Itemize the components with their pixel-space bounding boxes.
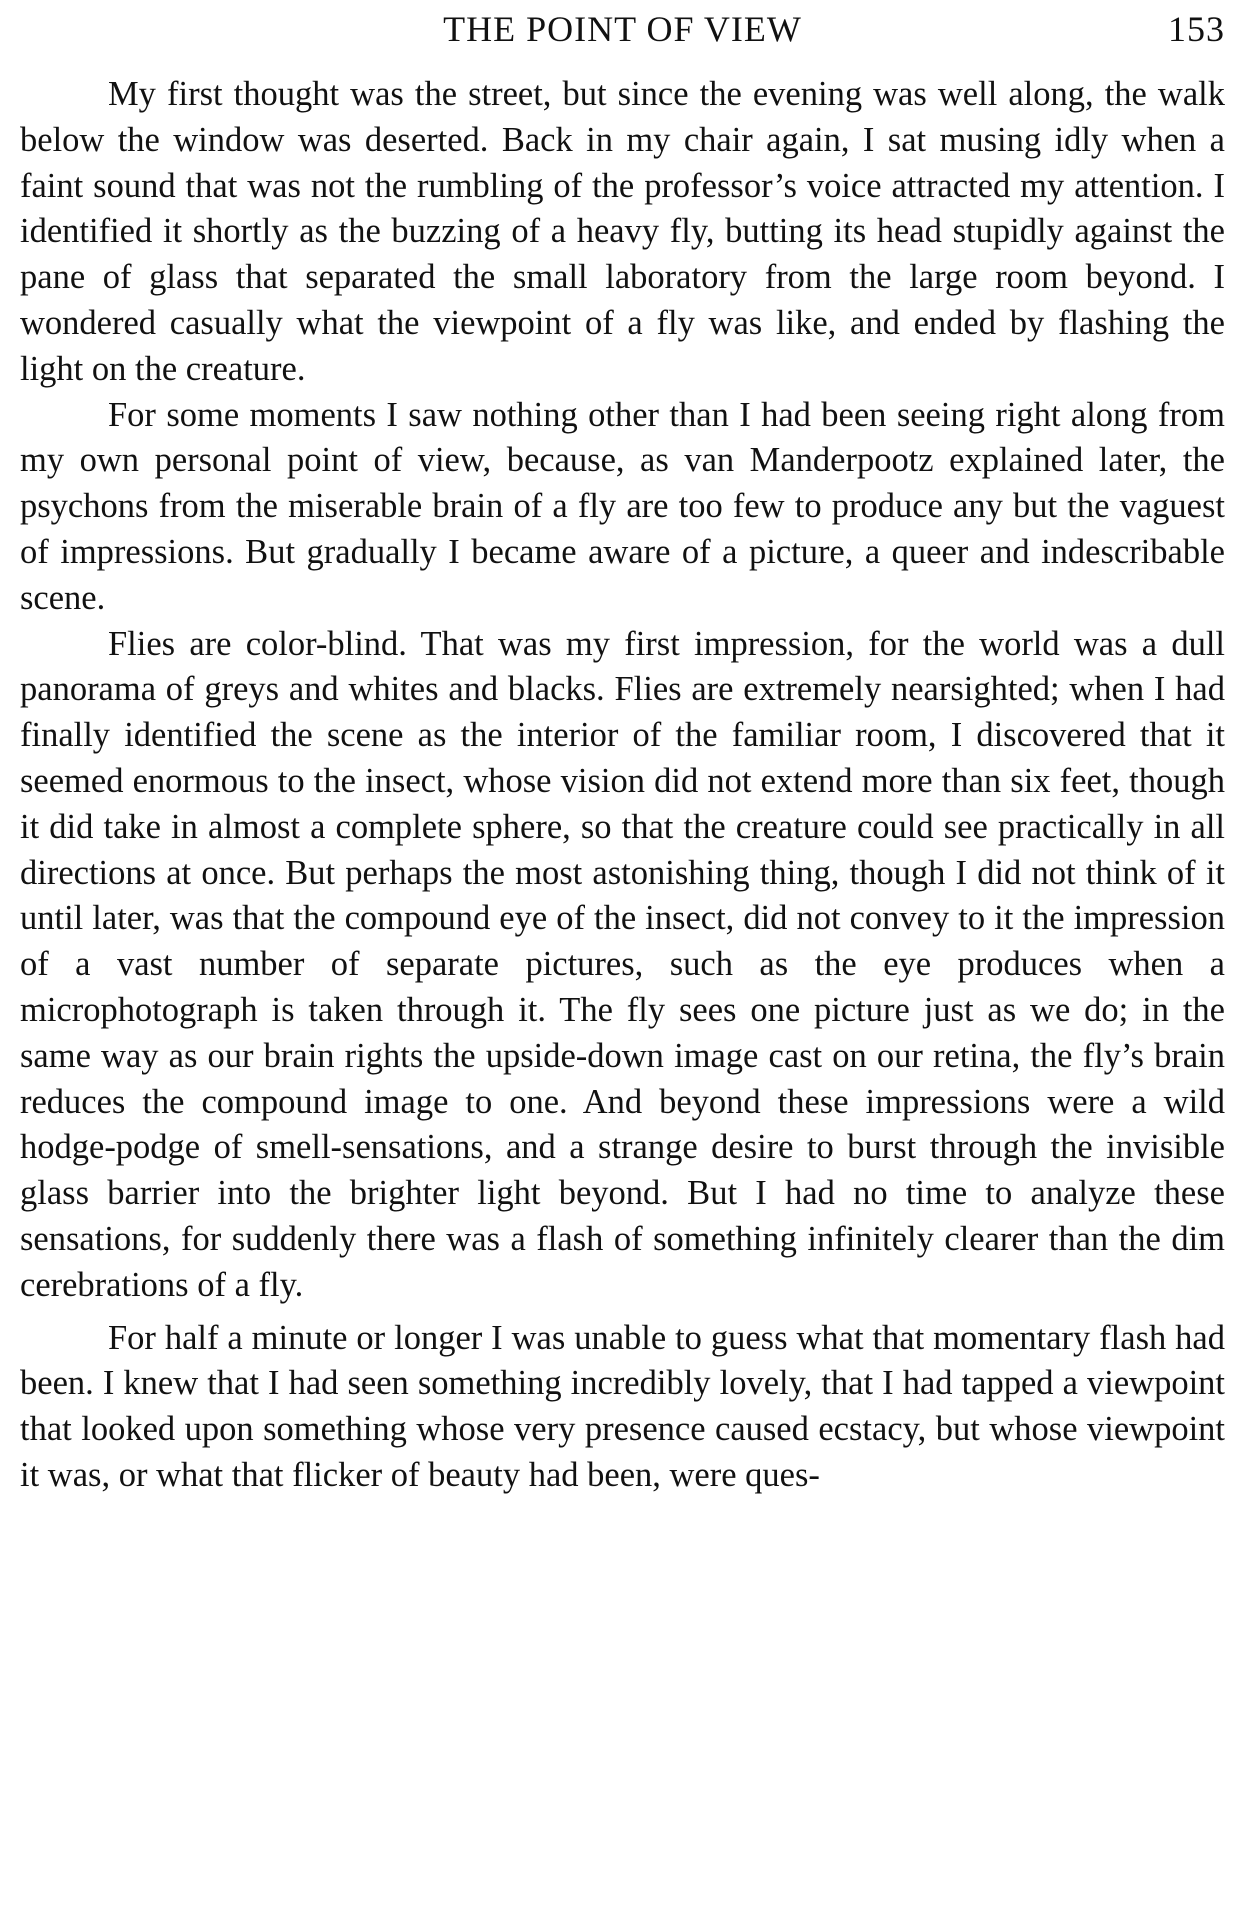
running-header (20, 0, 1225, 72)
paragraph-2: For some moments I saw nothing other than I had been seeing right along from my own personal point of view, because, as van Manderpootz explained later, the psychons from the miserable brain of a fly are too few to produce any but the vaguest of impressions. But gradually I became aware of a picture, a queer and indescribable scene. (20, 395, 1225, 617)
body-text (20, 72, 1225, 1499)
running-title: THE POINT OF VIEW (443, 9, 802, 49)
paragraph-4: For half a minute or longer I was unable to guess what that momentary flash had been. I knew that I had seen something incredibly lovely, that I had tapped a viewpoint that looked upon something whose very presence caused ecstacy, but whose viewpoint it was, or what that flicker of beauty had been, were ques- (20, 1318, 1225, 1494)
book-page (20, 0, 1225, 1499)
paragraph-1: My first thought was the street, but since the evening was well along, the walk below the window was deserted. Back in my chair again, I sat musing idly when a faint sound that was not the rumbling of the professor’s voice attracted my attention. I identified it shortly as the buzzing of a heavy fly, butting its head stupidly against the pane of glass that separated the small laboratory from the large room beyond. I wondered casually what the viewpoint of a fly was like, and ended by flashing the light on the creature. (20, 75, 1225, 388)
paragraph-3: Flies are color-blind. That was my first impression, for the world was a dull panorama of greys and whites and blacks. Flies are extremely nearsighted; when I had finally identified the scene as the interior of the familiar room, I discovered that it seemed enormous to the insect, whose vision did not extend more than six feet, though it did take in almost a complete sphere, so that the creature could see practically in all directions at once. But perhaps the most astonishing thing, though I did not think of it until later, was that the compound eye of the insect, did not convey to it the impression of a vast number of separate pictures, such as the eye produces when a microphotograph is taken through it. The fly sees one picture just as we do; in the same way as our brain rights the upside-down image cast on our retina, the fly’s brain reduces the compound image to one. And beyond these impressions were a wild hodge-podge of smell-sensations, and a strange desire to burst through the invisible glass barrier into the brighter light beyond. But I had no time to analyze these sensations, for suddenly there was a flash of something infinitely clearer than the dim cerebrations of a fly. (20, 624, 1225, 1304)
page-number: 153 (1168, 9, 1225, 49)
